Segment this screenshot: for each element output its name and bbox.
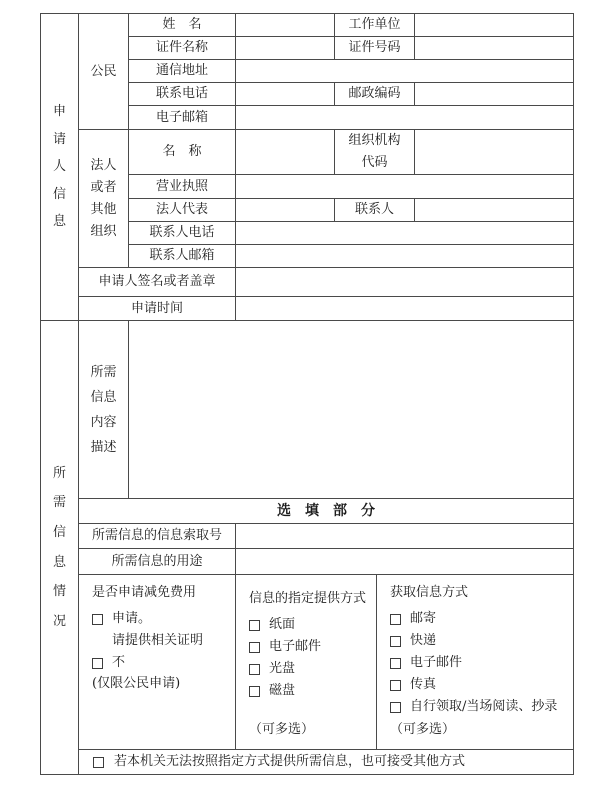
checkbox-icon[interactable] (249, 642, 260, 653)
org-code-label-line: 组织机构 (348, 133, 401, 148)
delivery-option-label: 电子邮件 (269, 639, 322, 654)
optional-part-header (79, 499, 574, 524)
fee-option-apply[interactable] (92, 608, 229, 630)
license-label: 营业执照 (129, 175, 236, 199)
checkbox-icon[interactable] (93, 757, 104, 768)
obtain-method-header: 获取信息方式 (390, 585, 469, 600)
postcode-input-cell[interactable] (415, 83, 574, 106)
email-input-cell[interactable] (236, 106, 574, 130)
fee-footnote: (仅限公民申请) (92, 676, 181, 691)
id-type-input-cell[interactable] (236, 37, 335, 60)
contact-email-input-cell[interactable] (236, 245, 574, 268)
delivery-option-cd[interactable] (249, 658, 370, 680)
legal-label-line: 组织 (90, 223, 117, 239)
delivery-option-label: 纸面 (269, 617, 296, 632)
side-char: 需 (52, 495, 66, 511)
id-type-label: 证件名称 (129, 37, 236, 60)
contact-label: 联系人 (335, 199, 415, 222)
description-label (79, 321, 129, 499)
phone-label: 联系电话 (129, 83, 236, 106)
legal-entity-group-label (79, 130, 129, 268)
fee-option-no-label: 不 (112, 655, 126, 670)
description-label-line: 所需 (90, 364, 117, 380)
side-char: 况 (52, 613, 66, 629)
obtain-option-label: 快递 (410, 633, 437, 648)
org-code-input-cell[interactable] (415, 130, 574, 175)
fallback-note-cell (79, 750, 574, 775)
fee-waiver-header: 是否申请减免费用 (92, 585, 197, 600)
citizen-group-label: 公民 (79, 14, 129, 130)
purpose-input-cell[interactable] (236, 549, 574, 575)
date-label: 申请时间 (79, 297, 236, 321)
checkbox-icon[interactable] (92, 658, 103, 669)
license-input-cell[interactable] (236, 175, 574, 199)
fee-option-no[interactable] (92, 652, 229, 674)
side-char: 信 (52, 524, 66, 540)
delivery-method-header: 信息的指定提供方式 (249, 591, 367, 606)
contact-phone-input-cell[interactable] (236, 222, 574, 245)
side-char: 信 (52, 186, 66, 202)
contact-email-label: 联系人邮箱 (129, 245, 236, 268)
delivery-option-disk[interactable] (249, 680, 370, 702)
fee-apply-note: 请提供相关证明 (112, 633, 204, 648)
checkbox-icon[interactable] (390, 702, 401, 713)
checkbox-icon[interactable] (249, 686, 260, 697)
address-input-cell[interactable] (236, 60, 574, 83)
request-info-side-label (41, 321, 79, 775)
date-input-cell[interactable] (236, 297, 574, 321)
checkbox-icon[interactable] (390, 658, 401, 669)
org-name-input-cell[interactable] (236, 130, 335, 175)
address-label: 通信地址 (129, 60, 236, 83)
obtain-option-fax[interactable] (390, 674, 567, 696)
fee-option-apply-label: 申请。 (112, 611, 152, 626)
email-label: 电子邮箱 (129, 106, 236, 130)
fallback-note-label: 若本机关无法按照指定方式提供所需信息，也可接受其他方式 (114, 754, 466, 770)
signature-input-cell[interactable] (236, 268, 574, 297)
obtain-option-express[interactable] (390, 630, 567, 652)
description-input-cell[interactable] (129, 321, 574, 499)
legal-label-line: 或者 (90, 179, 117, 195)
delivery-method-column (236, 575, 377, 749)
fee-waiver-cell (79, 575, 236, 750)
postcode-label: 邮政编码 (335, 83, 415, 106)
checkbox-icon[interactable] (249, 620, 260, 631)
delivery-option-email[interactable] (249, 636, 370, 658)
checkbox-icon[interactable] (390, 614, 401, 625)
obtain-option-label: 传真 (410, 677, 437, 692)
representative-label: 法人代表 (129, 199, 236, 222)
application-form-table (40, 13, 574, 775)
side-char: 请 (52, 131, 66, 147)
work-unit-label: 工作单位 (335, 14, 415, 37)
contact-input-cell[interactable] (415, 199, 574, 222)
name-input-cell[interactable] (236, 14, 335, 37)
applicant-info-side-label (41, 14, 79, 321)
purpose-label: 所需信息的用途 (79, 549, 236, 575)
legal-label-line: 法人 (90, 157, 117, 173)
obtain-method-column (377, 575, 573, 749)
delivery-footnote: （可多选） (249, 722, 315, 737)
fallback-option[interactable] (79, 753, 573, 771)
signature-label: 申请人签名或者盖章 (79, 268, 236, 297)
index-number-label: 所需信息的信息索取号 (79, 524, 236, 549)
checkbox-icon[interactable] (390, 636, 401, 647)
org-code-label (335, 130, 415, 175)
index-number-input-cell[interactable] (236, 524, 574, 549)
id-number-label: 证件号码 (335, 37, 415, 60)
delivery-option-label: 磁盘 (269, 683, 296, 698)
description-label-line: 信息 (90, 389, 117, 405)
id-number-input-cell[interactable] (415, 37, 574, 60)
checkbox-icon[interactable] (92, 614, 103, 625)
methods-cell (236, 575, 574, 750)
side-char: 息 (52, 214, 66, 230)
obtain-option-email[interactable] (390, 652, 567, 674)
contact-phone-label: 联系人电话 (129, 222, 236, 245)
org-name-label: 名 称 (129, 130, 236, 175)
obtain-footnote: （可多选） (390, 722, 456, 737)
delivery-option-paper[interactable] (249, 614, 370, 636)
legal-label-line: 其他 (90, 201, 117, 217)
checkbox-icon[interactable] (390, 680, 401, 691)
side-char: 情 (52, 584, 66, 600)
obtain-option-label: 电子邮件 (410, 655, 463, 670)
org-code-label-line: 代码 (361, 155, 388, 170)
obtain-option-mail[interactable] (390, 608, 567, 630)
side-char: 息 (52, 554, 66, 570)
checkbox-icon[interactable] (249, 664, 260, 675)
optional-part-header-text: 选填部分 (277, 502, 389, 519)
obtain-option-pickup[interactable] (390, 696, 567, 718)
obtain-option-label: 自行领取/当场阅读、抄录 (410, 699, 558, 714)
representative-input-cell[interactable] (236, 199, 335, 222)
side-char: 所 (52, 465, 66, 481)
phone-input-cell[interactable] (236, 83, 335, 106)
name-label: 姓 名 (129, 14, 236, 37)
description-label-line: 内容 (90, 414, 117, 430)
delivery-option-label: 光盘 (269, 661, 296, 676)
obtain-option-label: 邮寄 (410, 611, 437, 626)
description-label-line: 描述 (90, 439, 117, 455)
side-char: 申 (52, 104, 66, 120)
work-unit-input-cell[interactable] (415, 14, 574, 37)
side-char: 人 (52, 159, 66, 175)
